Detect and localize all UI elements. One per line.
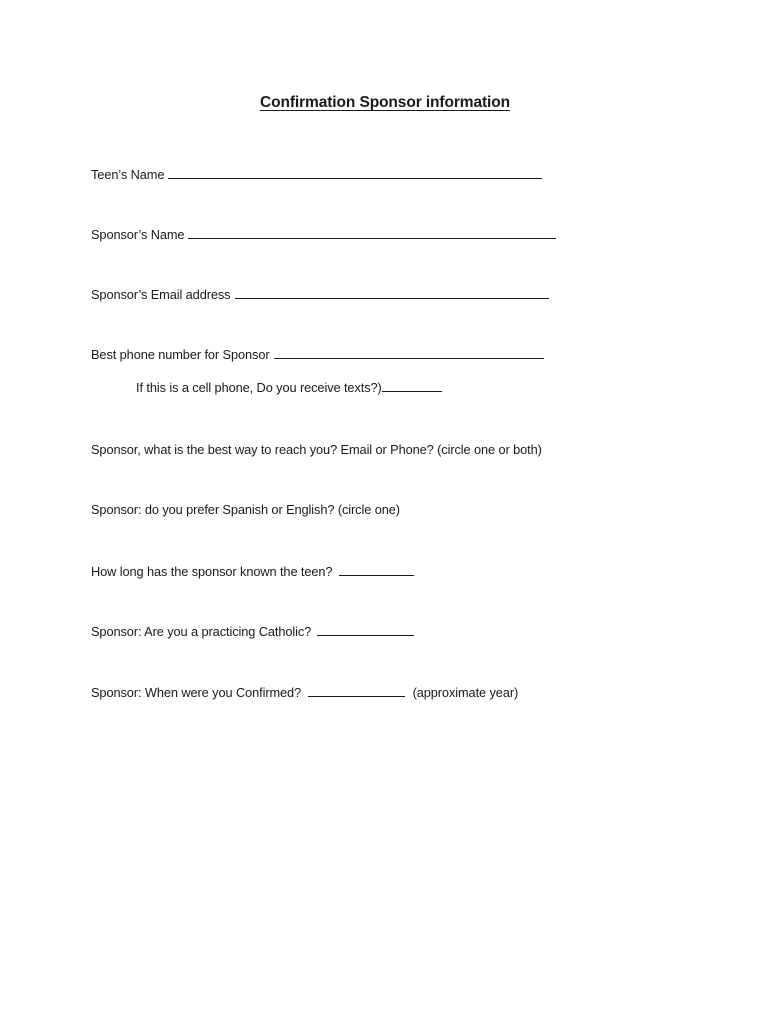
confirmed-when-label: Sponsor: When were you Confirmed? <box>91 685 302 700</box>
cell-texts-label: If this is a cell phone, Do you receive texts?) <box>136 380 382 395</box>
practicing-catholic-label: Sponsor: Are you a practicing Catholic? <box>91 624 312 639</box>
sponsor-email-label: Sponsor’s Email address <box>91 287 231 302</box>
sponsor-name-label: Sponsor’s Name <box>91 227 185 242</box>
practicing-catholic-blank[interactable] <box>317 623 414 636</box>
sponsor-phone-row <box>91 346 544 362</box>
sponsor-phone-label: Best phone number for Sponsor <box>91 347 270 362</box>
cell-texts-blank[interactable] <box>382 379 442 392</box>
confirmed-when-row <box>91 684 518 700</box>
sponsor-name-blank[interactable] <box>188 226 556 239</box>
practicing-catholic-row <box>91 623 414 639</box>
teen-name-blank[interactable] <box>168 166 542 179</box>
sponsor-email-row <box>91 286 549 302</box>
teen-name-label: Teen’s Name <box>91 167 165 182</box>
language-label: Sponsor: do you prefer Spanish or English? (circle one) <box>91 502 400 517</box>
sponsor-name-row <box>91 226 556 242</box>
best-way-row <box>91 442 542 457</box>
sponsor-phone-blank[interactable] <box>274 346 544 359</box>
language-row <box>91 502 400 517</box>
known-duration-blank[interactable] <box>339 563 414 576</box>
teen-name-row <box>91 166 542 182</box>
sponsor-email-blank[interactable] <box>235 286 549 299</box>
known-duration-label: How long has the sponsor known the teen? <box>91 564 333 579</box>
cell-texts-row <box>136 379 442 395</box>
known-duration-row <box>91 563 414 579</box>
confirmed-when-suffix: (approximate year) <box>412 685 519 700</box>
best-way-label: Sponsor, what is the best way to reach you? Email or Phone? (circle one or both) <box>91 442 542 457</box>
page-title: Confirmation Sponsor information <box>260 94 510 111</box>
confirmed-when-blank[interactable] <box>308 684 405 697</box>
